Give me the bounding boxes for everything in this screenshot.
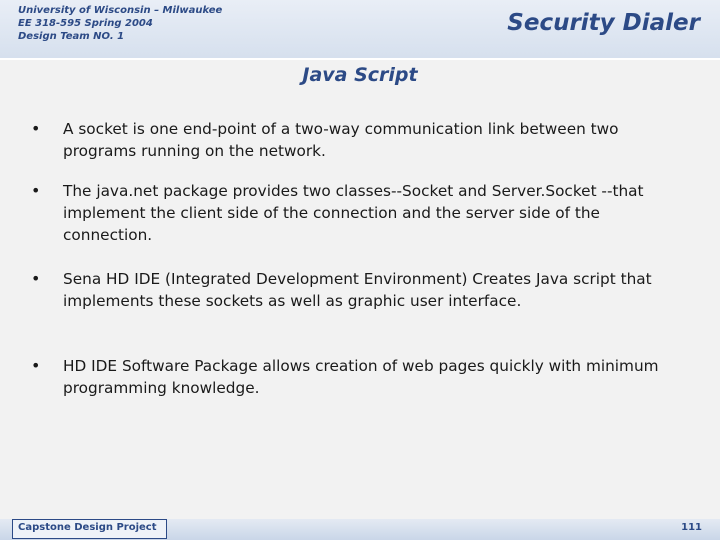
bullet-marker: • <box>31 119 41 138</box>
bullet-text: The java.net package provides two classes--Socket and Server.Socket --that implement the client side of the connection and the server side of the connection. <box>63 182 644 244</box>
footer-label: Capstone Design Project <box>18 522 157 533</box>
header-divider <box>0 58 720 60</box>
project-title: Security Dialer <box>507 10 700 36</box>
affiliation-block <box>18 4 222 43</box>
affiliation-line-team: Design Team NO. 1 <box>18 31 125 42</box>
page-number: 111 <box>681 522 702 533</box>
bullet-marker: • <box>31 269 41 288</box>
slide-title: Java Script <box>302 64 418 86</box>
bullet-marker: • <box>31 181 41 200</box>
bullet-marker: • <box>31 356 41 375</box>
bullet-text: HD IDE Software Package allows creation of web pages quickly with minimum programming knowledge. <box>63 357 659 397</box>
affiliation-line-course: EE 318-595 Spring 2004 <box>18 18 153 29</box>
affiliation-line-university: University of Wisconsin – Milwaukee <box>18 5 223 16</box>
bullet-text: A socket is one end-point of a two-way communication link between two programs running on the network. <box>63 120 619 160</box>
bullet-text: Sena HD IDE (Integrated Development Environment) Creates Java script that implements these sockets as well as graphic user interface. <box>63 270 652 310</box>
